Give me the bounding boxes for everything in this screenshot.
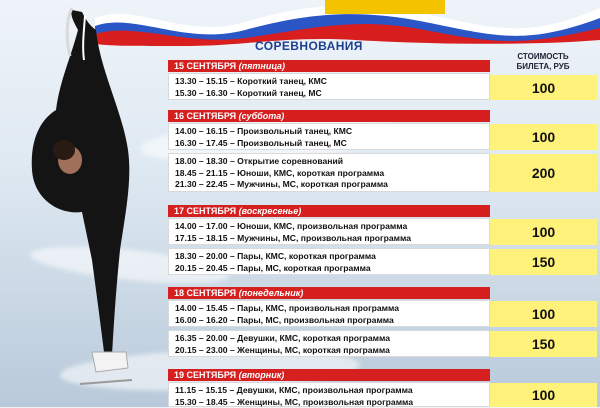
day-weekday: (воскресенье) [239, 206, 302, 216]
schedule-line: 18.00 – 18.30 – Открытие соревнований [175, 156, 489, 168]
schedule-line: 14.00 – 16.15 – Произвольный танец, КМС [175, 126, 489, 138]
schedule-block [168, 330, 490, 357]
schedule-line: 18.45 – 21.15 – Юноши, КМС, короткая программа [175, 168, 489, 180]
schedule-line: 15.30 – 18.45 – Женщины, МС, произвольная программа [175, 397, 489, 408]
schedule-line: 16.00 – 16.20 – Пары, МС, произвольная программа [175, 315, 489, 327]
schedule-block [168, 123, 490, 150]
skater-photo [0, 0, 160, 407]
schedule-block [168, 248, 490, 275]
schedule-line: 20.15 – 20.45 – Пары, МС, короткая программа [175, 263, 489, 275]
ticket-cost-label-1: СТОИМОСТЬ [489, 52, 597, 62]
schedule-line: 14.00 – 15.45 – Пары, КМС, произвольная программа [175, 303, 489, 315]
day-header [168, 60, 490, 72]
schedule-line: 16.30 – 17.45 – Произвольный танец, МС [175, 138, 489, 150]
day-date: 19 СЕНТЯБРЯ [174, 370, 236, 380]
ticket-price: 200 [490, 154, 597, 192]
schedule-block [168, 218, 490, 245]
day-header [168, 287, 490, 299]
day-date: 16 СЕНТЯБРЯ [174, 111, 236, 121]
day-date: 15 СЕНТЯБРЯ [174, 61, 236, 71]
day-weekday: (понедельник) [239, 288, 304, 298]
ticket-price: 100 [490, 75, 597, 100]
schedule-block [168, 73, 490, 100]
ticket-cost-header [489, 52, 597, 72]
day-date: 18 СЕНТЯБРЯ [174, 288, 236, 298]
page-title: СОРЕВНОВАНИЯ [255, 39, 363, 53]
day-weekday: (пятница) [239, 61, 285, 71]
ticket-price: 100 [490, 383, 597, 407]
day-date: 17 СЕНТЯБРЯ [174, 206, 236, 216]
day-header [168, 205, 490, 217]
ticket-price: 100 [490, 301, 597, 327]
ticket-price: 100 [490, 219, 597, 245]
ticket-price: 150 [490, 249, 597, 275]
schedule-line: 11.15 – 15.15 – Девушки, КМС, произвольная программа [175, 385, 489, 397]
schedule-line: 20.15 – 23.00 – Женщины, МС, короткая программа [175, 345, 489, 357]
schedule-block [168, 382, 490, 407]
schedule-line: 18.30 – 20.00 – Пары, КМС, короткая программа [175, 251, 489, 263]
schedule-line: 17.15 – 18.15 – Мужчины, МС, произвольная программа [175, 233, 489, 245]
schedule-line: 15.30 – 16.30 – Короткий танец, МС [175, 88, 489, 100]
day-header [168, 110, 490, 122]
schedule-line: 21.30 – 22.45 – Мужчины, МС, короткая программа [175, 179, 489, 191]
ticket-price: 150 [490, 331, 597, 357]
schedule-block [168, 300, 490, 327]
day-weekday: (суббота) [239, 111, 285, 121]
schedule-line: 16.35 – 20.00 – Девушки, КМС, короткая программа [175, 333, 489, 345]
day-weekday: (вторник) [239, 370, 285, 380]
schedule-line: 14.00 – 17.00 – Юноши, КМС, произвольная программа [175, 221, 489, 233]
day-header [168, 369, 490, 381]
ticket-cost-label-2: БИЛЕТА, РУБ [489, 62, 597, 72]
schedule-line: 13.30 – 15.15 – Короткий танец, КМС [175, 76, 489, 88]
schedule-block [168, 153, 490, 192]
ticket-price: 100 [490, 124, 597, 150]
